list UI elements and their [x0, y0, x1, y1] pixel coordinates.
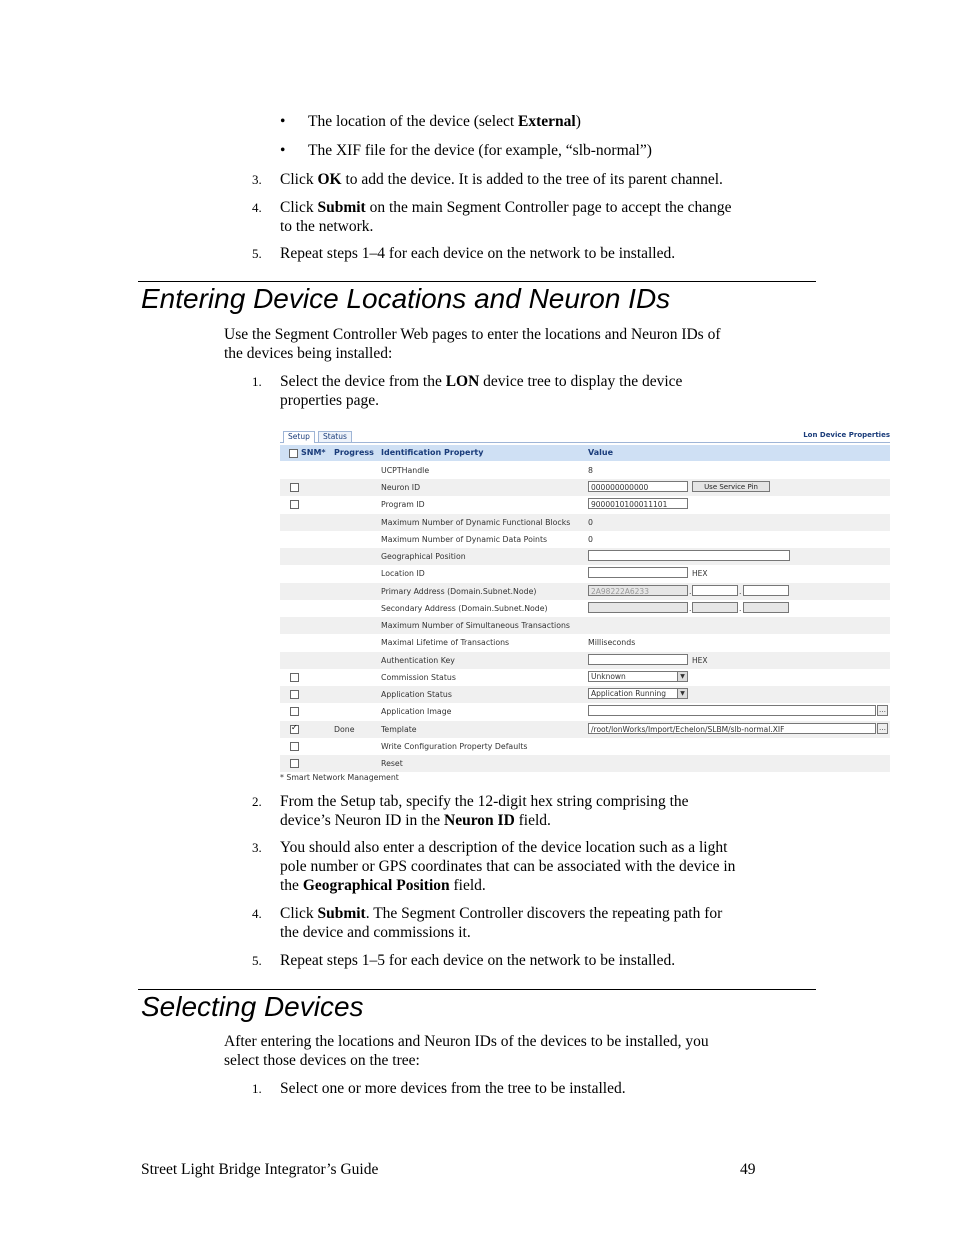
address-separator: .: [689, 604, 692, 613]
table-row: [280, 462, 890, 479]
progress-status: Done: [334, 725, 355, 734]
row-checkbox[interactable]: [290, 500, 299, 509]
unit-label: HEX: [692, 569, 708, 578]
property-label: Write Configuration Property Defaults: [381, 742, 528, 751]
bullet-xif: The XIF file for the device (for example, “slb-normal”): [308, 142, 652, 159]
table-row: [280, 548, 890, 565]
table-row: [280, 600, 890, 617]
table-row: [280, 686, 890, 703]
property-label: Template: [381, 725, 417, 734]
header-progress: Progress: [334, 448, 374, 457]
row-checkbox[interactable]: [290, 690, 299, 699]
property-label: UCPTHandle: [381, 466, 430, 475]
table-row: [280, 514, 890, 531]
row-checkbox[interactable]: [290, 742, 299, 751]
section1-paragraph: Use the Segment Controller Web pages to enter the locations and Neuron IDs of the devices being installed:: [224, 326, 721, 362]
tab-status[interactable]: Status: [318, 431, 352, 442]
table-row: [280, 738, 890, 755]
primary-address-subnet-input[interactable]: [692, 585, 738, 596]
property-value: 8: [588, 466, 593, 475]
step-3-ok: 3. Click OK to add the device. It is added to the tree of its parent channel.: [252, 171, 723, 188]
row-checkbox[interactable]: [290, 707, 299, 716]
program-id-input[interactable]: 9000010100011101: [588, 498, 688, 509]
table-row: [280, 721, 890, 738]
address-separator: .: [689, 587, 692, 596]
row-checkbox[interactable]: [290, 759, 299, 768]
table-row: [280, 634, 890, 651]
header-snm: SNM*: [301, 448, 326, 457]
browse-button[interactable]: …: [879, 724, 886, 732]
header-property: Identification Property: [381, 448, 484, 457]
table-row: [280, 479, 890, 496]
section-heading-locations: Entering Device Locations and Neuron IDs: [141, 283, 671, 314]
table-row: [280, 565, 890, 582]
table-row: [280, 531, 890, 548]
address-separator: .: [739, 604, 742, 613]
table-header: [280, 445, 890, 461]
property-label: Maximal Lifetime of Transactions: [381, 638, 510, 647]
select-all-checkbox[interactable]: [289, 449, 298, 458]
row-checkbox[interactable]: [290, 673, 299, 682]
use-service-pin-button[interactable]: Use Service Pin: [692, 481, 770, 492]
section1-step-1: 1. Select the device from the LON device tree to display the device properties page.: [252, 373, 683, 409]
property-label: Program ID: [381, 500, 425, 509]
section-heading-selecting: Selecting Devices: [141, 991, 364, 1022]
unit-label: HEX: [692, 656, 708, 665]
primary-address-node-input[interactable]: [743, 585, 789, 596]
neuron-id-input[interactable]: 000000000000: [588, 481, 688, 492]
property-label: Authentication Key: [381, 656, 455, 665]
panel-title: Lon Device Properties: [803, 431, 890, 439]
secondary-address-subnet-input[interactable]: [692, 602, 738, 613]
table-row: [280, 652, 890, 669]
property-label: Commission Status: [381, 673, 456, 682]
property-label: Location ID: [381, 569, 425, 578]
section-rule: [138, 281, 816, 282]
section1-step-3: 3. You should also enter a description of the device location such as a light pole number or GPS coordinates that can be associated with the device in the Geographical Position field.: [252, 839, 736, 894]
table-row: [280, 703, 890, 720]
section2-paragraph: After entering the locations and Neuron IDs of the devices to be installed, you select those devices on the tree:: [224, 1033, 709, 1069]
table-row: [280, 755, 890, 772]
commission-status-select[interactable]: Unknown ▼: [588, 671, 688, 682]
property-label: Primary Address (Domain.Subnet.Node): [381, 587, 537, 596]
application-image-input[interactable]: [588, 705, 876, 716]
step-5-repeat: 5. Repeat steps 1–4 for each device on the network to be installed.: [252, 245, 676, 262]
application-status-select[interactable]: Application Running ▼: [588, 688, 688, 699]
bullet-location: The location of the device (select External): [308, 113, 581, 130]
tab-setup[interactable]: Setup: [283, 431, 315, 443]
property-label: Neuron ID: [381, 483, 421, 492]
row-checkbox[interactable]: [290, 483, 299, 492]
secondary-address-node-input[interactable]: [743, 602, 789, 613]
lon-device-properties-screenshot: [280, 428, 890, 784]
chevron-down-icon: ▼: [677, 672, 687, 681]
property-label: Application Status: [381, 690, 452, 699]
header-value: Value: [588, 448, 614, 457]
primary-address-domain-input[interactable]: 2A98222A6233: [588, 585, 688, 596]
table-row: [280, 669, 890, 686]
footer-title: Street Light Bridge Integrator’s Guide: [141, 1161, 379, 1178]
table-row: [280, 496, 890, 513]
footnote: * Smart Network Management: [280, 773, 399, 782]
property-label: Maximum Number of Dynamic Functional Blocks: [381, 518, 571, 527]
browse-button[interactable]: …: [879, 706, 886, 714]
location-id-input[interactable]: [588, 567, 688, 578]
property-label: Secondary Address (Domain.Subnet.Node): [381, 604, 548, 613]
section1-step-4: 4. Click Submit. The Segment Controller discovers the repeating path for the device and commissions it.: [252, 905, 723, 941]
authentication-key-input[interactable]: [588, 654, 688, 665]
section1-step-5: 5. Repeat steps 1–5 for each device on the network to be installed.: [252, 952, 676, 969]
property-value: 0: [588, 535, 593, 544]
table-row: [280, 617, 890, 634]
tab-bar: [280, 428, 890, 443]
geographical-position-input[interactable]: [588, 550, 790, 561]
property-value: Milliseconds: [588, 638, 636, 647]
section2-step-1: 1. Select one or more devices from the tree to be installed.: [252, 1080, 626, 1097]
property-value: 0: [588, 518, 593, 527]
property-label: Reset: [381, 759, 403, 768]
page-number: 49: [740, 1161, 756, 1178]
property-label: Maximum Number of Dynamic Data Points: [381, 535, 548, 544]
section-rule: [138, 989, 816, 990]
chevron-down-icon: ▼: [677, 689, 687, 698]
property-label: Maximum Number of Simultaneous Transactions: [381, 621, 570, 630]
property-label: Geographical Position: [381, 552, 466, 561]
step-4-submit: 4. Click Submit on the main Segment Controller page to accept the change to the network.: [252, 199, 732, 235]
secondary-address-domain-input[interactable]: [588, 602, 688, 613]
address-separator: .: [739, 587, 742, 596]
row-checkbox-checked[interactable]: [290, 725, 299, 734]
section1-step-2: 2. From the Setup tab, specify the 12-digit hex string comprising the device’s Neuron ID in the Neuron ID field.: [252, 793, 689, 829]
table-row: [280, 583, 890, 600]
template-input[interactable]: /root/lonWorks/Import/Echelon/SLBM/slb-normal.XIF: [588, 723, 876, 734]
property-label: Application Image: [381, 707, 452, 716]
